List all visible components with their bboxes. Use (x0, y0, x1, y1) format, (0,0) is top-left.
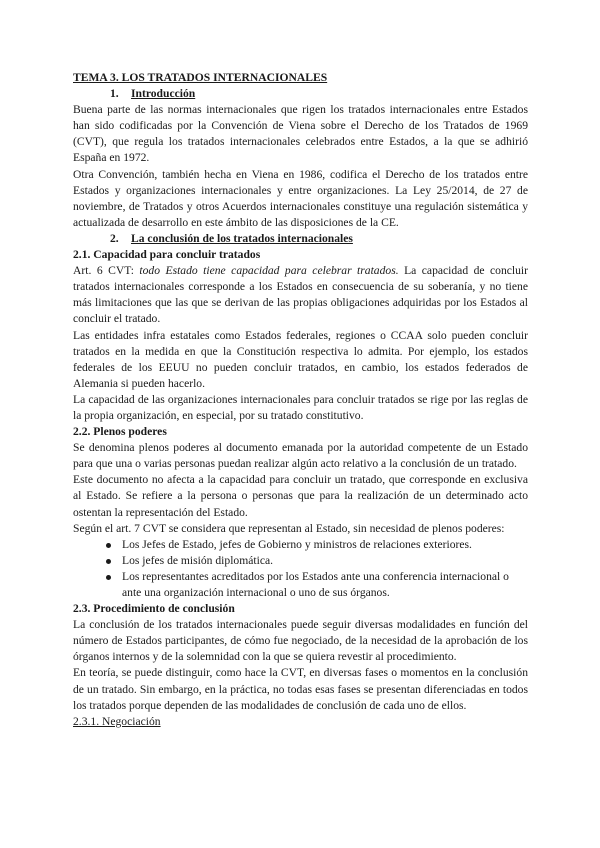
subsection-2-3-1-heading: 2.3.1. Negociación (73, 714, 161, 728)
paragraph: Las entidades infra estatales como Estados federales, regiones o CCAA solo pueden concluir tratados en la medida en que la Constitución respectiva lo admita. Por ejemplo, los estados federales de los EEUU no pueden concluir tratados, en cambio, los estados federados de Alemania si pueden hacerlo. (73, 328, 528, 390)
section-2-heading (73, 231, 528, 247)
list-item (73, 537, 528, 553)
paragraph-text: La capacidad de concluir tratados internacionales corresponde a los Estados en consecuencia de su soberanía, y no tiene más limitaciones que las que se derivan de las propias obligaciones adquiridas por los Estados al concluir el tratado. (73, 264, 528, 326)
paragraph: La capacidad de las organizaciones internacionales para concluir tratados se rige por las reglas de la propia organización, en especial, por su tratado constitutivo. (73, 392, 528, 422)
list-item (73, 569, 528, 601)
subsection-2-2-heading: 2.2. Plenos poderes (73, 425, 167, 439)
bullet-icon (106, 559, 111, 564)
paragraph: Buena parte de las normas internacionales que rigen los tratados internacionales entre Estados han sido codificadas por la Convención de Viena sobre el Derecho de los Tratados de 1969 (CVT), que regula los tratados internacionales celebrados entre Estados, a la que se adhirió España en 1972. (73, 103, 528, 165)
section-2-title: La conclusión de los tratados internacionales (131, 231, 353, 245)
list-item-text: Los Jefes de Estado, jefes de Gobierno y ministros de relaciones exteriores. (122, 537, 472, 551)
list-item-text: Los jefes de misión diplomática. (122, 553, 274, 567)
document-page (73, 70, 528, 730)
paragraph: La conclusión de los tratados internacionales puede seguir diversas modalidades en función del número de Estados participantes, de cómo fue negociado, de la necesidad de la aprobación de los órganos internos y de la solemnidad con la que se quiera revestir al procedimiento. (73, 618, 528, 664)
paragraph: En teoría, se puede distinguir, como hace la CVT, en diversas fases o momentos en la conclusión de un tratado. Sin embargo, en la práctica, no todas esas fases se presentan diferenciadas en todos los tratados porque dependen de las modalidades de conclusión de cada uno de ellos. (73, 666, 528, 712)
subsection-2-1-heading: 2.1. Capacidad para concluir tratados (73, 248, 261, 262)
section-2-number: 2. (110, 231, 119, 245)
section-1-number: 1. (110, 87, 119, 101)
section-1-heading (73, 86, 528, 102)
bullet-icon (106, 575, 111, 580)
paragraph (73, 263, 528, 327)
paragraph: Se denomina plenos poderes al documento emanada por la autoridad competente de un Estado para que una o varias personas puedan realizar algún acto relativo a la conclusión de un tratado. (73, 441, 528, 471)
section-1-title: Introducción (131, 87, 196, 101)
paragraph: Este documento no afecta a la capacidad para concluir un tratado, que corresponde en exclusiva al Estado. Se refiere a la persona o personas que para la realización de un determinado acto ostentan la representación del Estado. (73, 473, 528, 519)
paragraph: Otra Convención, también hecha en Viena en 1986, codifica el Derecho de los tratados entre Estados y organizaciones internacionales y entre organizaciones. La Ley 25/2014, de 27 de noviembre, de Tratados y otros Acuerdos internacionales constituye una regulación sistemática y actualizada de desarrollo en este ámbito de las disposiciones de la CE. (73, 167, 528, 229)
list-item (73, 553, 528, 569)
list-item-text: Los representantes acreditados por los Estados ante una conferencia internacional o ante una organización internacional o uno de sus órganos. (122, 569, 509, 599)
document-title: TEMA 3. LOS TRATADOS INTERNACIONALES (73, 71, 328, 84)
paragraph: Según el art. 7 CVT se considera que representan al Estado, sin necesidad de plenos poderes: (73, 521, 505, 535)
bullet-list (73, 537, 528, 601)
italic-quote: todo Estado tiene capacidad para celebrar tratados. (139, 264, 399, 278)
article-reference: Art. 6 CVT: (73, 264, 140, 278)
bullet-icon (106, 543, 111, 548)
subsection-2-3-heading: 2.3. Procedimiento de conclusión (73, 602, 235, 616)
